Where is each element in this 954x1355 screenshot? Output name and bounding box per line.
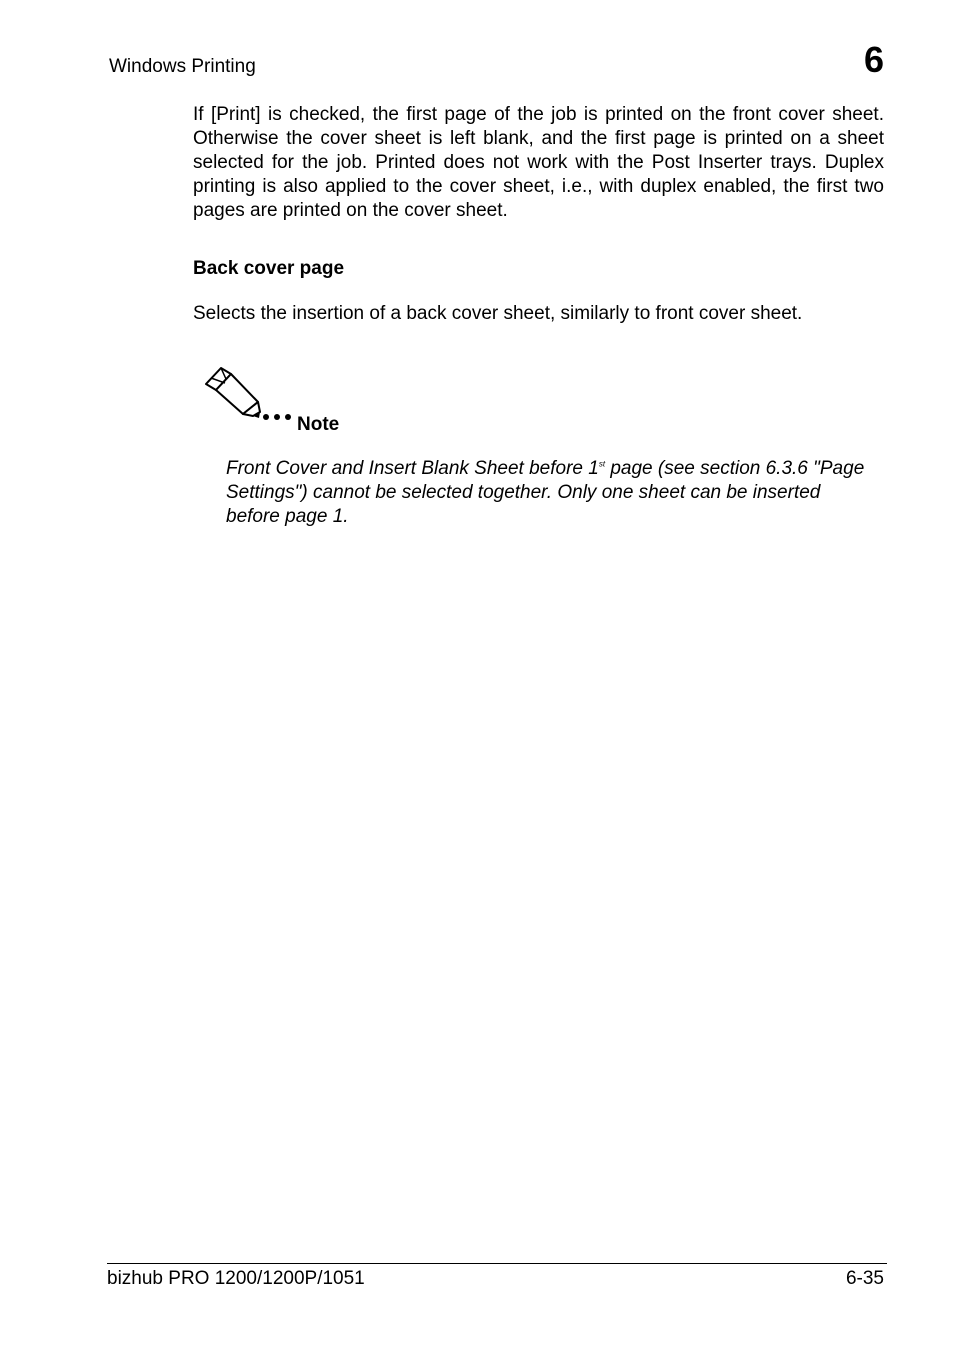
footer-page-number: 6-35 (845, 1268, 884, 1289)
note-text-end: page (see section 6.3.6 "Page Settings") cannot be selected together. Only one sheet can be inserted before page 1. (226, 458, 865, 527)
print-option-paragraph: If [Print] is checked, the first page of the job is printed on the front cover sheet. Otherwise the cover sheet is left blank, and the first page is printed on a sheet selected for the job. Printed does not work with the Post Inserter trays. Duplex printing is also applied to the cover sheet, i.e., with duplex enabled, the first two pages are printed on the cover sheet. (193, 104, 884, 221)
note-label: Note (297, 414, 340, 435)
footer-rule (107, 1263, 887, 1264)
back-cover-paragraph: Selects the insertion of a back cover sheet, similarly to front cover sheet. (193, 303, 803, 324)
running-header-title: Windows Printing (109, 56, 256, 77)
note-superscript: st (598, 459, 606, 469)
note-dot-2 (274, 414, 280, 420)
footer-product-name: bizhub PRO 1200/1200P/1051 (107, 1268, 365, 1289)
note-text (226, 457, 866, 529)
note-dot-1 (263, 414, 269, 420)
back-cover-heading: Back cover page (193, 258, 345, 279)
note-dot-3 (285, 414, 291, 420)
chapter-number: 6 (863, 39, 884, 80)
pencil-icon (203, 362, 295, 422)
note-text-start: Front Cover and Insert Blank Sheet before 1 (226, 458, 599, 479)
